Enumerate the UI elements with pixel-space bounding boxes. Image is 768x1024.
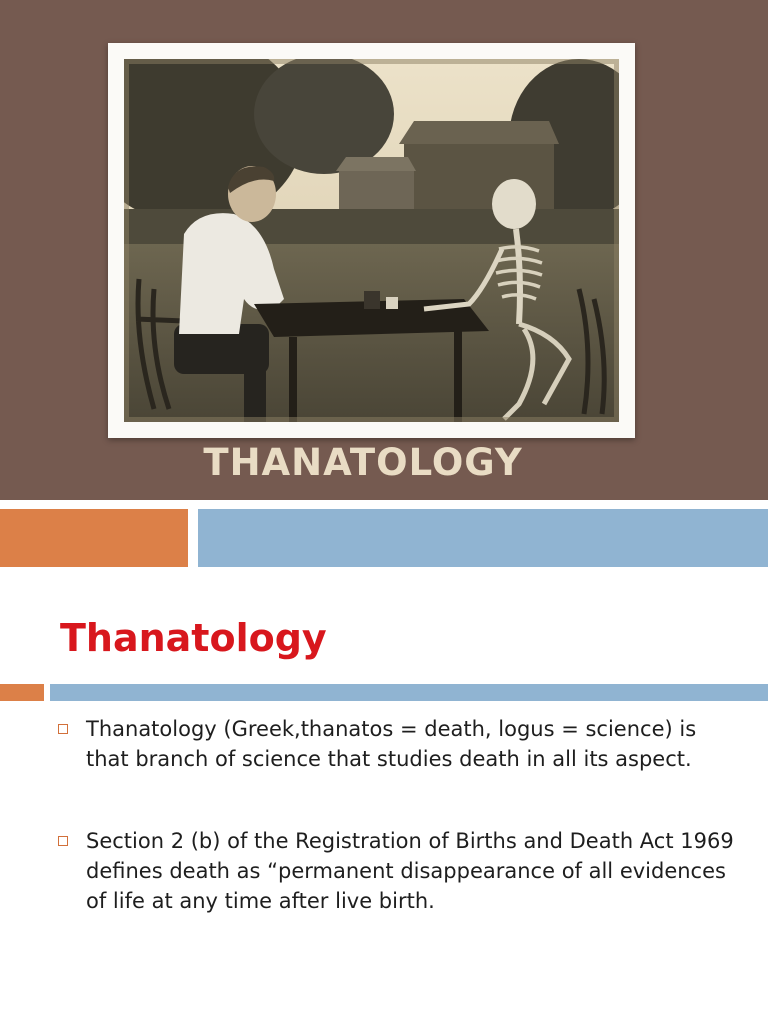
vintage-photo-illustration [124,59,619,422]
heading-accent-bar-blue [50,684,768,701]
accent-bar-orange [0,509,188,567]
shed-roof [336,157,416,171]
square-bullet-icon [58,836,68,846]
box [386,297,398,309]
table-leg-right [454,331,462,422]
bullet-text: Thanatology (Greek,thanatos = death, logus = science) is that branch of science that studies death in all its aspect. [86,717,697,771]
accent-bar-blue [198,509,768,567]
barn-roof [399,121,559,144]
list-item [58,826,738,916]
bullet-text: Section 2 (b) of the Registration of Births and Death Act 1969 defines death as “permanent disappearance of all evidences of life at any time after live birth. [86,829,734,913]
tree-left-2 [254,59,394,174]
photo-frame [108,43,635,438]
list-item [58,714,738,774]
bullet-list [58,714,738,916]
table-leg-left [289,337,297,422]
vintage-photo [124,59,619,422]
man-lower-legs [244,339,266,422]
cup [364,291,380,309]
slide1-title: THANATOLOGY [203,441,523,484]
heading-accent-bar-orange [0,684,44,701]
title-slide-background [0,0,768,500]
skeleton-skull [492,179,536,229]
slide2-heading: Thanatology [60,616,327,660]
square-bullet-icon [58,724,68,734]
